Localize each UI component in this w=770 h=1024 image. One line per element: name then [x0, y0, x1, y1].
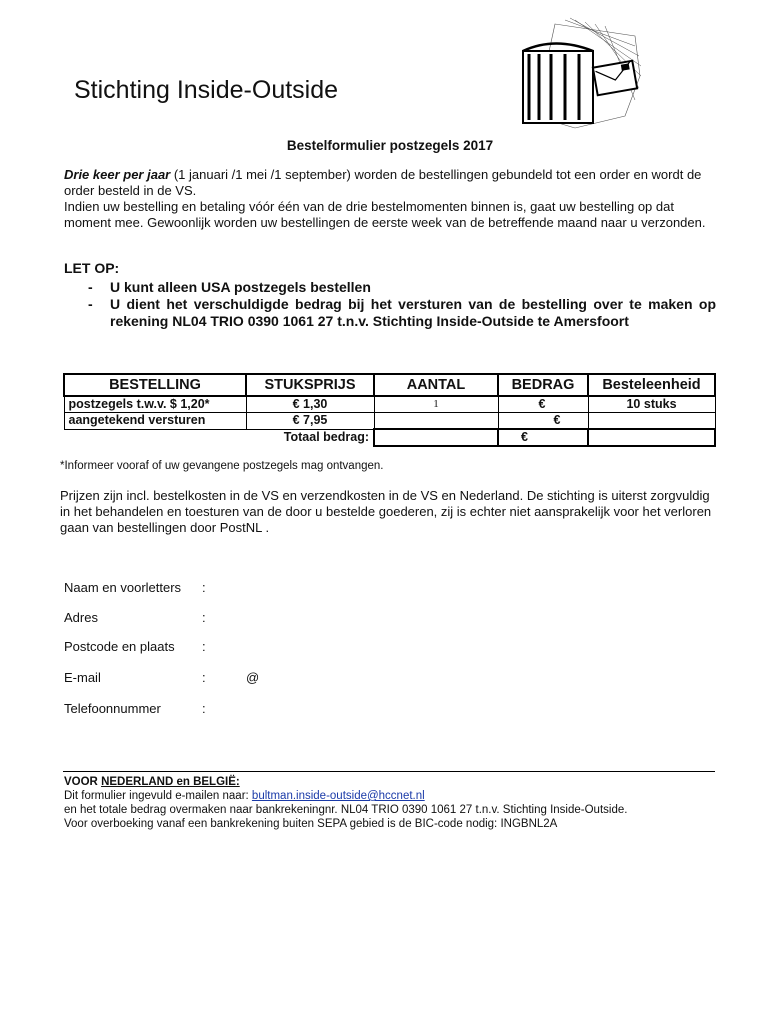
email-field[interactable]: :	[202, 670, 206, 685]
table-row	[64, 413, 715, 430]
order-unit: 10 stuks	[588, 396, 715, 413]
table-row	[64, 396, 715, 413]
amount-field[interactable]: €	[498, 413, 588, 430]
item-name: aangetekend versturen	[64, 413, 246, 430]
phone-field[interactable]: :	[202, 701, 206, 716]
unit-price: € 7,95	[246, 413, 374, 430]
footer-line-1: Dit formulier ingevuld e-mailen naar: bultman.inside-outside@hccnet.nl	[64, 790, 425, 802]
total-quantity-field[interactable]	[374, 429, 498, 446]
intro-text	[64, 167, 714, 231]
footer-line-3: Voor overboeking vanaf een bankrekening buiten SEPA gebied is de BIC-code nodig: INGBNL2A	[64, 818, 558, 830]
let-op-item: - U dient het verschuldigde bedrag bij het versturen van de bestelling over te maken op rekening NL04 TRIO 0390 1061 27 t.n.v. Stichting Inside-Outside te Amersfoort	[88, 296, 716, 329]
col-header: BEDRAG	[498, 374, 588, 396]
total-label: Totaal bedrag:	[246, 429, 374, 446]
total-amount-field[interactable]: €	[498, 429, 588, 446]
organization-name: Stichting Inside-Outside	[74, 76, 339, 104]
phone-label: Telefoonnummer	[64, 701, 161, 716]
total-unit-cell	[588, 429, 715, 446]
postcode-field[interactable]: :	[202, 639, 206, 654]
unit-price: € 1,30	[246, 396, 374, 413]
footer-divider	[63, 771, 715, 772]
let-op-heading: LET OP:	[64, 260, 120, 276]
intro-p2: Indien uw bestelling en betaling vóór één van de drie bestelmomenten binnen is, gaat uw bestelling op dat moment mee. Gewoonlijk worden uw bestellingen de eerste week van de betreffende maand naar u verzonden.	[64, 199, 706, 230]
order-table	[63, 373, 716, 447]
name-label: Naam en voorletters	[64, 580, 182, 595]
form-title: Bestelformulier postzegels 2017	[286, 138, 494, 153]
footnote: *Informeer vooraf of uw gevangene postzegels mag ontvangen.	[60, 460, 384, 472]
order-unit	[588, 413, 715, 430]
intro-lead: Drie keer per jaar	[64, 167, 171, 182]
footer	[64, 775, 724, 831]
name-field[interactable]: :	[202, 580, 206, 595]
quantity-field[interactable]	[374, 413, 498, 430]
col-header: AANTAL	[374, 374, 498, 396]
amount-field[interactable]: €	[498, 396, 588, 413]
address-label: Adres	[64, 610, 98, 625]
email-label: E-mail	[64, 670, 101, 685]
footer-line-2: en het totale bedrag overmaken naar bankrekeningnr. NL04 TRIO 0390 1061 27 t.n.v. Stichting Inside-Outside.	[64, 804, 628, 816]
mailbox-icon	[515, 16, 645, 131]
col-header: Besteleenheid	[588, 374, 715, 396]
table-header-row	[64, 374, 715, 396]
prices-text: Prijzen zijn incl. bestelkosten in de VS en verzendkosten in de VS en Nederland. De stichting is uiterst zorgvuldig in het behandelen en toesturen van de door u bestelde goederen, zij is echter niet aansprakelijk voor het verloren gaan van bestellingen door PostNL .	[60, 488, 712, 535]
item-name: postzegels t.w.v. $ 1,20*	[64, 396, 246, 413]
email-link[interactable]: bultman.inside-outside@hccnet.nl	[251, 790, 425, 802]
at-sign: @	[246, 670, 260, 685]
col-header: STUKSPRIJS	[246, 374, 374, 396]
intro-p1: (1 januari /1 mei /1 september) worden de bestellingen gebundeld tot een order en wordt de order besteld in de VS.	[64, 167, 702, 198]
let-op-section	[64, 260, 716, 330]
col-header: BESTELLING	[64, 374, 246, 396]
total-row	[64, 429, 715, 446]
postcode-label: Postcode en plaats	[64, 639, 175, 654]
quantity-field[interactable]: 1	[374, 396, 498, 413]
let-op-item: - U kunt alleen USA postzegels bestellen	[88, 279, 371, 295]
address-field[interactable]: :	[202, 610, 206, 625]
footer-heading: VOOR NEDERLAND en BELGIË:	[64, 776, 240, 788]
